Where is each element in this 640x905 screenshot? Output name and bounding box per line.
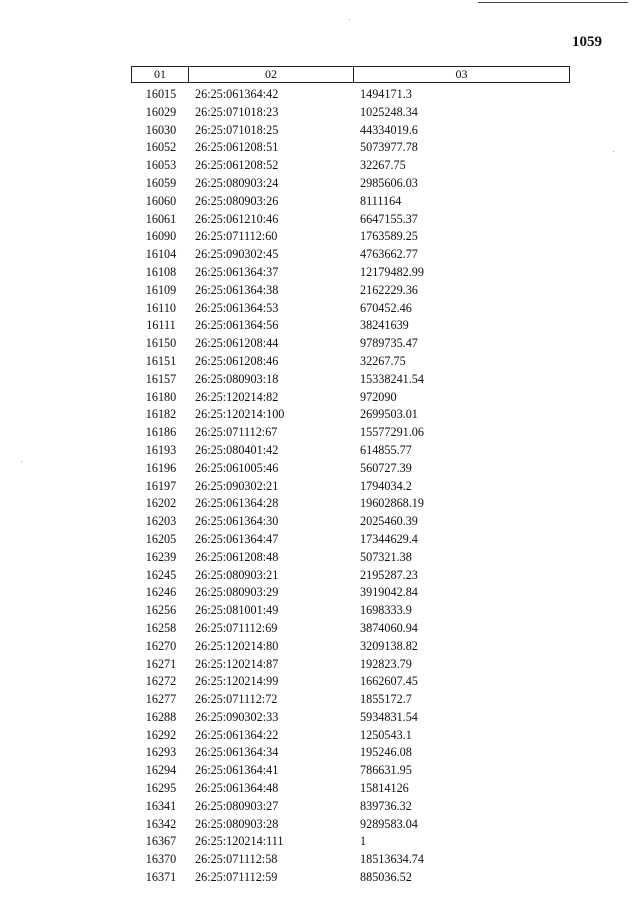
table-cell-col-3: 1698333.9	[360, 603, 412, 618]
table-cell-col-3: 786631.95	[360, 763, 412, 778]
table-row	[131, 406, 570, 424]
table-cell-col-2: 26:25:061364:47	[195, 531, 279, 546]
table-cell-col-1: 16341	[145, 798, 177, 813]
table-cell-col-1: 16239	[145, 549, 177, 564]
table-row	[131, 157, 570, 175]
table-cell-col-1: 16090	[145, 229, 177, 244]
table-cell-col-3: 6647155.37	[360, 211, 418, 226]
table-cell-col-1: 16272	[145, 674, 177, 689]
table-cell-col-2: 26:25:061364:30	[195, 514, 279, 529]
table-cell-col-3: 1662607.45	[360, 674, 418, 689]
table-cell-col-1: 16109	[145, 282, 177, 297]
table-cell-col-3: 1025248.34	[360, 104, 418, 119]
table-cell-col-2: 26:25:061364:53	[195, 300, 279, 315]
table-cell-col-3: 192823.79	[360, 656, 412, 671]
table-cell-col-1: 16294	[145, 763, 177, 778]
table-row	[131, 495, 570, 513]
table-cell-col-3: 38241639	[360, 318, 409, 333]
table-cell-col-2: 26:25:120214:87	[195, 656, 279, 671]
table-cell-col-2: 26:25:061364:28	[195, 496, 279, 511]
scan-speck	[349, 19, 350, 20]
scan-speck	[613, 151, 614, 152]
table-cell-col-2: 26:25:061364:48	[195, 781, 279, 796]
table-cell-col-1: 16193	[145, 442, 177, 457]
table-cell-col-3: 560727.39	[360, 460, 412, 475]
table-cell-col-1: 16151	[145, 353, 177, 368]
table-row	[131, 300, 570, 318]
table-cell-col-1: 16295	[145, 781, 177, 796]
table-cell-col-2: 26:25:071112:60	[195, 229, 278, 244]
page-number: 1059	[572, 34, 602, 50]
table-cell-col-1: 16256	[145, 603, 177, 618]
table-row	[131, 851, 570, 869]
table-row	[131, 193, 570, 211]
table-cell-col-3: 2162229.36	[360, 282, 418, 297]
table-cell-col-1: 16030	[145, 122, 177, 137]
table-cell-col-1: 16271	[145, 656, 177, 671]
table-cell-col-2: 26:25:061364:42	[195, 87, 279, 101]
table-cell-col-2: 26:25:080903:29	[195, 585, 279, 600]
table-cell-col-1: 16258	[145, 620, 177, 635]
table-row	[131, 353, 570, 371]
table-cell-col-1: 16104	[145, 247, 177, 262]
table-cell-col-2: 26:25:071112:67	[195, 425, 278, 440]
table-cell-col-1: 16015	[145, 87, 177, 101]
table-cell-col-2: 26:25:061210:46	[195, 211, 279, 226]
table-cell-col-3: 1494171.3	[360, 87, 412, 101]
table-cell-col-1: 16157	[145, 371, 177, 386]
table-row	[131, 246, 570, 264]
table-cell-col-2: 26:25:090302:45	[195, 247, 279, 262]
table-cell-col-2: 26:25:071112:69	[195, 620, 278, 635]
table-row	[131, 549, 570, 567]
column-header-2: 02	[189, 67, 354, 82]
table-cell-col-2: 26:25:061208:46	[195, 353, 279, 368]
table-row	[131, 86, 570, 104]
table-cell-col-3: 2985606.03	[360, 175, 418, 190]
table-cell-col-3: 3874060.94	[360, 620, 418, 635]
table-cell-col-2: 26:25:080903:27	[195, 798, 279, 813]
table-cell-col-1: 16108	[145, 264, 177, 279]
table-cell-col-3: 2025460.39	[360, 514, 418, 529]
table-cell-col-2: 26:25:120214:100	[195, 407, 285, 422]
table-row	[131, 139, 570, 157]
table-cell-col-2: 26:25:080903:21	[195, 567, 279, 582]
table-cell-col-2: 26:25:061364:22	[195, 727, 279, 742]
table-row	[131, 584, 570, 602]
table-row	[131, 656, 570, 674]
table-cell-col-3: 839736.32	[360, 798, 412, 813]
table-cell-col-2: 26:25:080903:18	[195, 371, 279, 386]
table-cell-col-1: 16342	[145, 816, 177, 831]
table-row	[131, 869, 570, 887]
table-cell-col-1: 16277	[145, 692, 177, 707]
table-cell-col-2: 26:25:061364:37	[195, 264, 279, 279]
table-cell-col-1: 16186	[145, 425, 177, 440]
table-cell-col-1: 16367	[145, 834, 177, 849]
table-cell-col-1: 16182	[145, 407, 177, 422]
table-cell-col-3: 1855172.7	[360, 692, 412, 707]
table-row	[131, 638, 570, 656]
table-cell-col-1: 16061	[145, 211, 177, 226]
table-cell-col-3: 2195287.23	[360, 567, 418, 582]
table-cell-col-1: 16202	[145, 496, 177, 511]
table-row	[131, 424, 570, 442]
table-cell-col-1: 16180	[145, 389, 177, 404]
table-row	[131, 264, 570, 282]
table-row	[131, 478, 570, 496]
table-cell-col-1: 16111	[146, 318, 176, 333]
table-cell-col-2: 26:25:080903:24	[195, 175, 279, 190]
table-cell-col-3: 15338241.54	[360, 371, 424, 386]
table-cell-col-2: 26:25:061005:46	[195, 460, 279, 475]
table-cell-col-2: 26:25:061208:51	[195, 140, 279, 155]
table-row	[131, 228, 570, 246]
table-row	[131, 691, 570, 709]
table-row	[131, 798, 570, 816]
table-cell-col-1: 16270	[145, 638, 177, 653]
scan-speck	[21, 461, 22, 462]
table-cell-col-2: 26:25:071112:58	[195, 852, 278, 867]
table-cell-col-1: 16060	[145, 193, 177, 208]
table-cell-col-2: 26:25:061364:34	[195, 745, 279, 760]
table-row	[131, 727, 570, 745]
table-cell-col-2: 26:25:061364:38	[195, 282, 279, 297]
table-cell-col-1: 16293	[145, 745, 177, 760]
table-cell-col-2: 26:25:061208:48	[195, 549, 279, 564]
table-cell-col-2: 26:25:120214:111	[195, 834, 284, 849]
table-cell-col-2: 26:25:120214:99	[195, 674, 279, 689]
table-cell-col-3: 1250543.1	[360, 727, 412, 742]
table-row	[131, 567, 570, 585]
table-cell-col-1: 16052	[145, 140, 177, 155]
table-cell-col-3: 15577291.06	[360, 425, 424, 440]
table-row	[131, 709, 570, 727]
top-rule	[478, 2, 628, 3]
table-cell-col-1: 16288	[145, 709, 177, 724]
table-row	[131, 816, 570, 834]
table-row	[131, 442, 570, 460]
table-cell-col-3: 9789735.47	[360, 336, 418, 351]
table-row	[131, 282, 570, 300]
column-header-1: 01	[132, 67, 189, 82]
table-cell-col-3: 17344629.4	[360, 531, 418, 546]
table-row	[131, 211, 570, 229]
table-cell-col-3: 5934831.54	[360, 709, 418, 724]
table-cell-col-1: 16150	[145, 336, 177, 351]
table-cell-col-3: 15814126	[360, 781, 409, 796]
table-body	[131, 86, 570, 887]
table-cell-col-3: 5073977.78	[360, 140, 418, 155]
table-cell-col-3: 972090	[360, 389, 397, 404]
column-header-3: 03	[455, 67, 468, 81]
table-cell-col-2: 26:25:071018:23	[195, 104, 279, 119]
table-cell-col-3: 195246.08	[360, 745, 412, 760]
table-cell-col-2: 26:25:061208:52	[195, 158, 279, 173]
table-cell-col-2: 26:25:061364:56	[195, 318, 279, 333]
table-cell-col-2: 26:25:071112:72	[195, 692, 278, 707]
table-cell-col-3: 4763662.77	[360, 247, 418, 262]
table-cell-col-3: 32267.75	[360, 353, 406, 368]
table-cell-col-3: 32267.75	[360, 158, 406, 173]
table-row	[131, 531, 570, 549]
table-cell-col-1: 16245	[145, 567, 177, 582]
table-cell-col-3: 1794034.2	[360, 478, 412, 493]
table-cell-col-3: 8111164	[360, 193, 402, 208]
table-row	[131, 389, 570, 407]
table-cell-col-1: 16197	[145, 478, 177, 493]
table-cell-col-3: 1763589.25	[360, 229, 418, 244]
table-row	[131, 460, 570, 478]
table-cell-col-1: 16292	[145, 727, 177, 742]
table-row	[131, 371, 570, 389]
table-cell-col-2: 26:25:090302:21	[195, 478, 279, 493]
table-row	[131, 175, 570, 193]
table-cell-col-3: 1	[360, 834, 367, 849]
table-row	[131, 335, 570, 353]
table-cell-col-3: 885036.52	[360, 870, 412, 885]
table-cell-col-2: 26:25:071018:25	[195, 122, 279, 137]
table-cell-col-3: 12179482.99	[360, 264, 424, 279]
table-cell-col-1: 16110	[145, 300, 177, 315]
table-cell-col-1: 16370	[145, 852, 177, 867]
table-cell-col-2: 26:25:080903:28	[195, 816, 279, 831]
table-cell-col-3: 19602868.19	[360, 496, 424, 511]
table-row	[131, 780, 570, 798]
table-header	[131, 66, 570, 83]
table-cell-col-2: 26:25:081001:49	[195, 603, 279, 618]
table-cell-col-3: 2699503.01	[360, 407, 418, 422]
table-cell-col-3: 44334019.6	[360, 122, 418, 137]
table-cell-col-3: 3919042.84	[360, 585, 418, 600]
table-cell-col-3: 18513634.74	[360, 852, 424, 867]
table-row	[131, 513, 570, 531]
table-row	[131, 317, 570, 335]
table-row	[131, 122, 570, 140]
table-cell-col-1: 16059	[145, 175, 177, 190]
table-cell-col-2: 26:25:090302:33	[195, 709, 279, 724]
table-cell-col-3: 3209138.82	[360, 638, 418, 653]
table-cell-col-1: 16029	[145, 104, 177, 119]
table-cell-col-2: 26:25:120214:80	[195, 638, 279, 653]
table-cell-col-2: 26:25:120214:82	[195, 389, 279, 404]
table-cell-col-1: 16203	[145, 514, 177, 529]
table-cell-col-1: 16205	[145, 531, 177, 546]
table-cell-col-2: 26:25:061364:41	[195, 763, 279, 778]
table-row	[131, 673, 570, 691]
table-cell-col-3: 9289583.04	[360, 816, 418, 831]
table-row	[131, 744, 570, 762]
table-cell-col-1: 16053	[145, 158, 177, 173]
table-cell-col-2: 26:25:080903:26	[195, 193, 279, 208]
table-row	[131, 104, 570, 122]
table-cell-col-1: 16371	[145, 870, 177, 885]
table-cell-col-2: 26:25:080401:42	[195, 442, 279, 457]
table-row	[131, 602, 570, 620]
table-row	[131, 762, 570, 780]
table-cell-col-2: 26:25:061208:44	[195, 336, 279, 351]
table-row	[131, 833, 570, 851]
table-row	[131, 620, 570, 638]
table-cell-col-3: 614855.77	[360, 442, 412, 457]
table-cell-col-2: 26:25:071112:59	[195, 870, 278, 885]
table-cell-col-1: 16246	[145, 585, 177, 600]
table-cell-col-1: 16196	[145, 460, 177, 475]
table-cell-col-3: 670452.46	[360, 300, 412, 315]
table-cell-col-3: 507321.38	[360, 549, 412, 564]
